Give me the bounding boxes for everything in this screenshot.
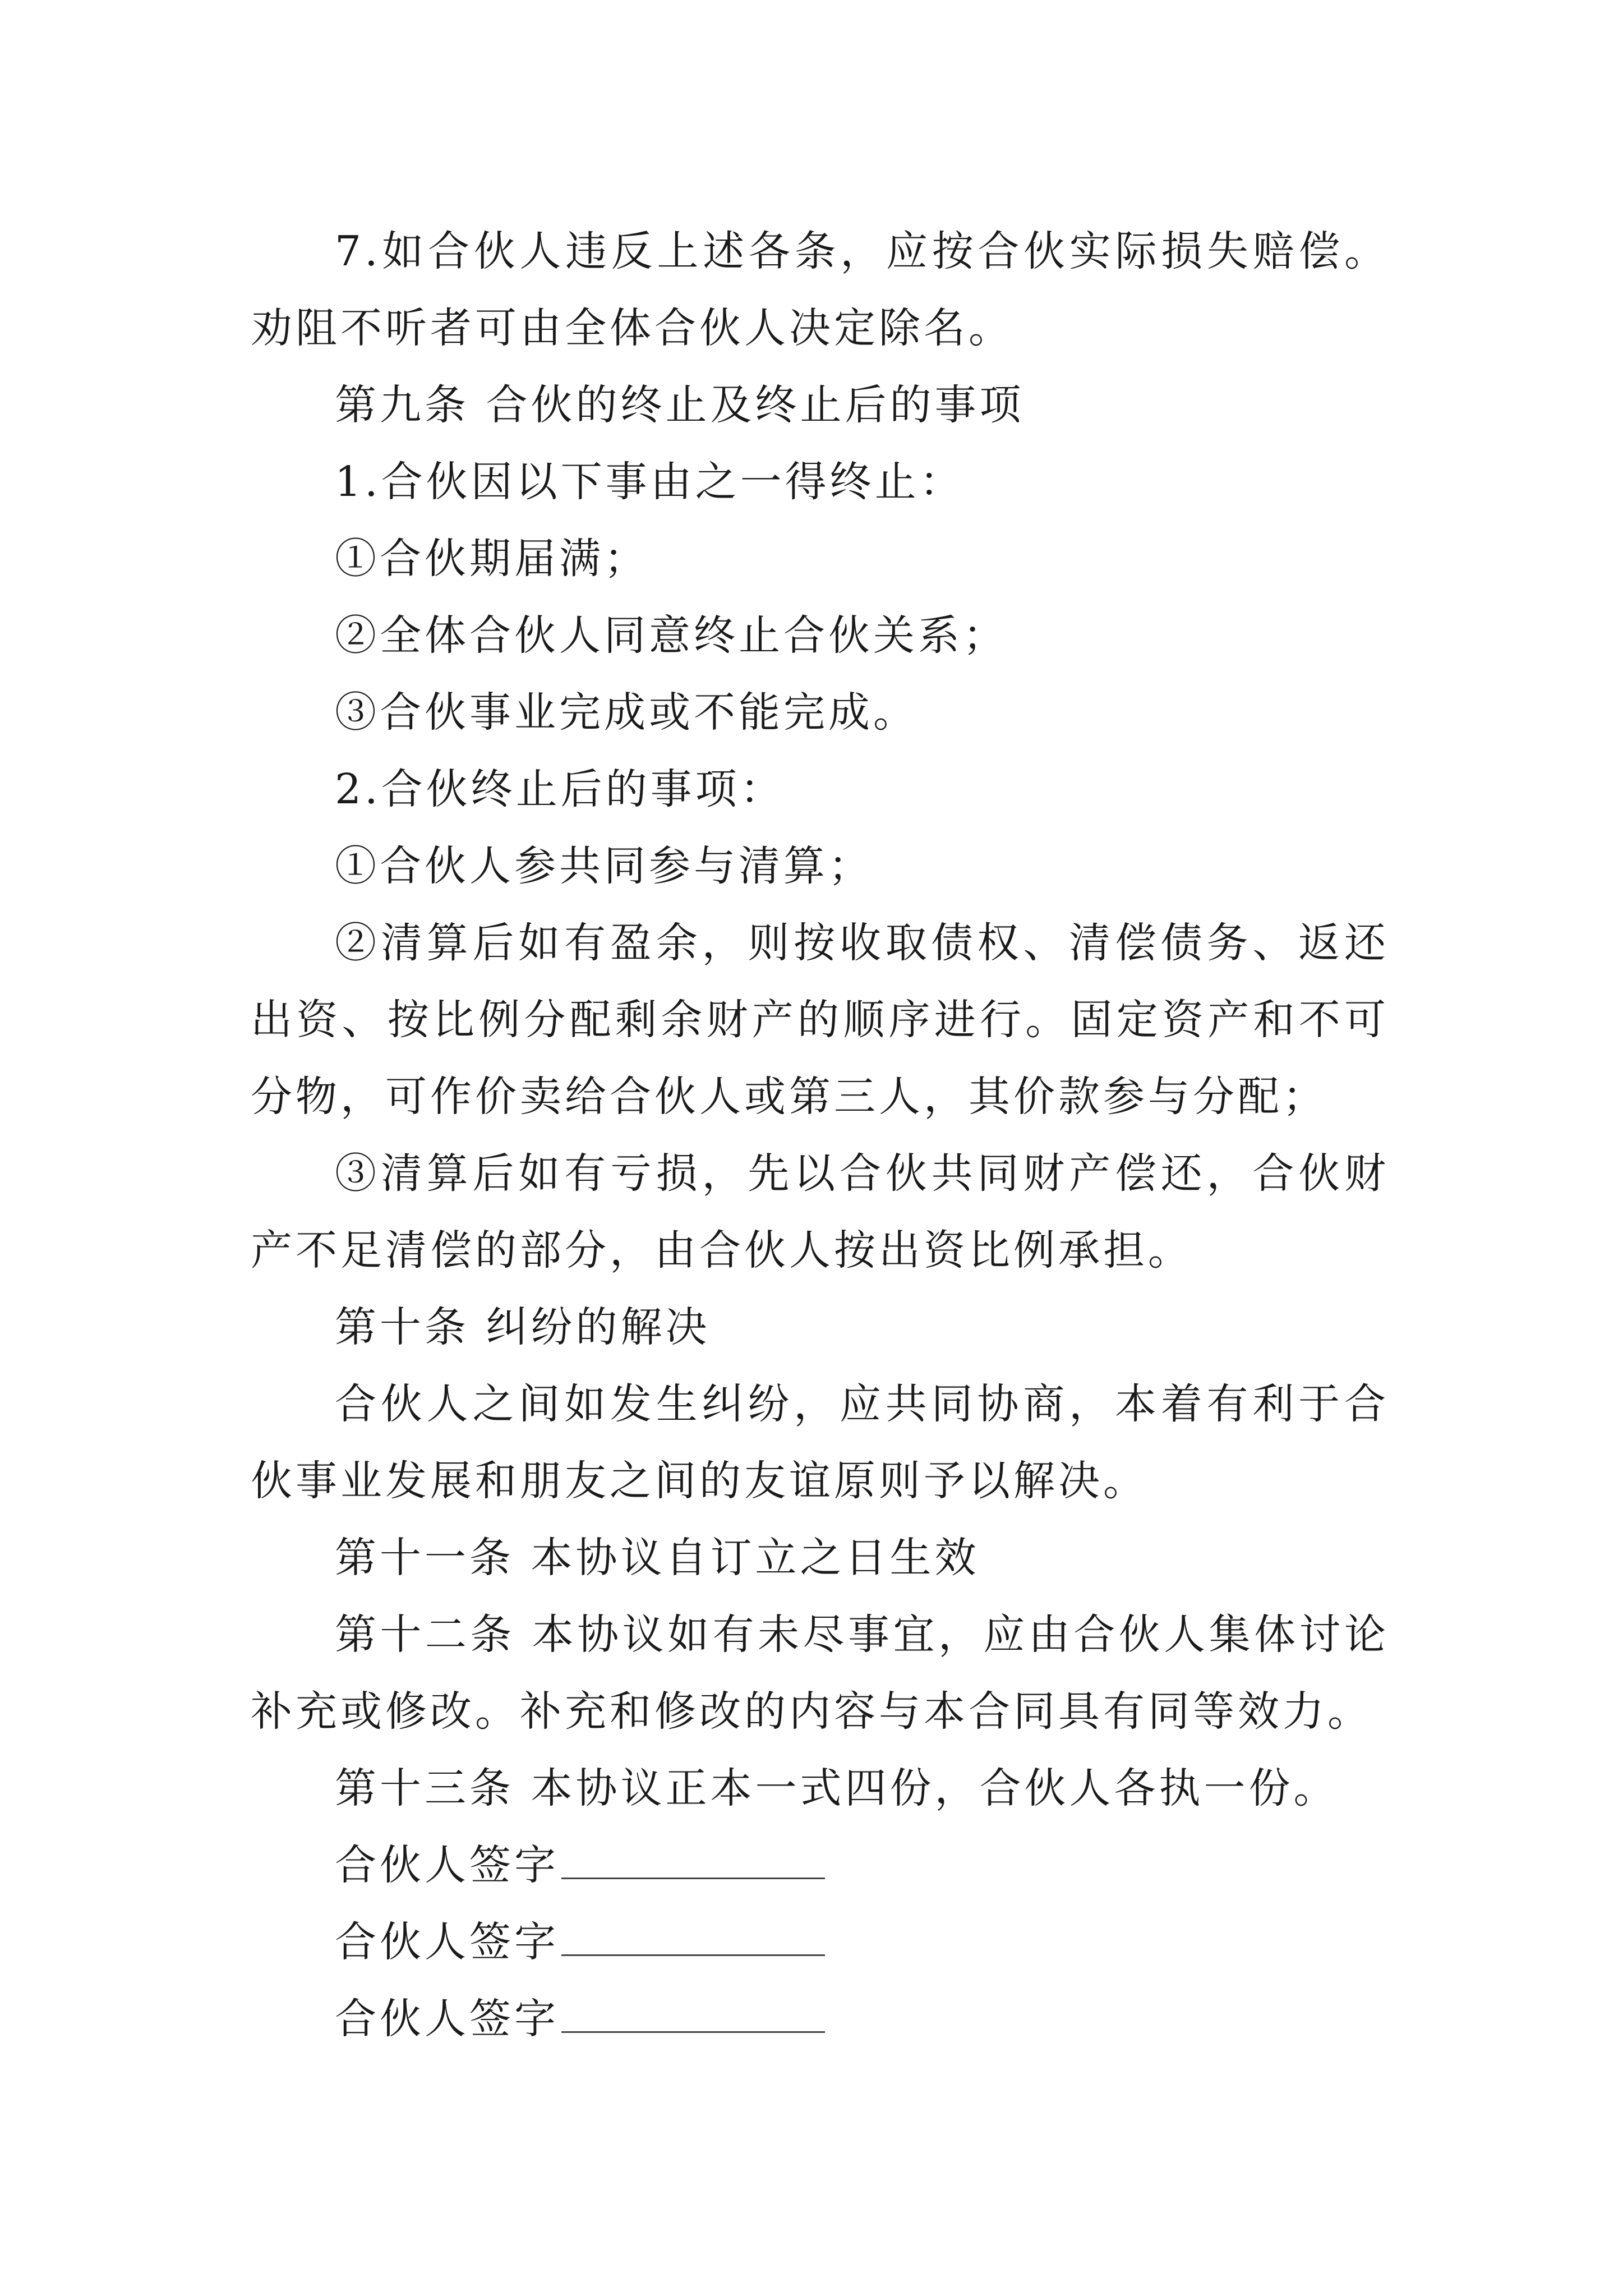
list-item-termination-1: ①合伙期届满； — [335, 535, 649, 583]
paragraph-dispute: 合伙人之间如发生纠纷，应共同协商，本着有利于合伙事业发展和朋友之间的友谊原则予以解决。 — [251, 1380, 1389, 1505]
signature-row — [251, 1981, 1389, 2058]
signature-blank-line[interactable] — [561, 1992, 825, 2033]
signature-blank-line[interactable] — [561, 1838, 825, 1879]
paragraph-termination-reasons: 1.合伙因以下事由之一得终止： — [335, 458, 965, 506]
signature-label: 合伙人签字 — [335, 1995, 559, 2043]
list-item-after-2: ②清算后如有盈余，则按收取债权、清偿债务、返还出资、按比例分配剩余财产的顺序进行。固定资产和不可分物，可作价卖给合伙人或第三人，其价款参与分配； — [251, 919, 1389, 1121]
document-body — [251, 213, 1389, 2058]
list-item-after-1: ①合伙人参共同参与清算； — [335, 842, 873, 890]
paragraph-after-termination: 2.合伙终止后的事项： — [335, 765, 785, 813]
heading-article-9: 第九条 合伙的终止及终止后的事项 — [335, 381, 1025, 429]
heading-article-10: 第十条 纠纷的解决 — [335, 1303, 711, 1351]
paragraph-article-13: 第十三条 本协议正本一式四份，合伙人各执一份。 — [335, 1764, 1339, 1812]
signature-blank-line[interactable] — [561, 1915, 825, 1956]
signature-row — [251, 1904, 1389, 1981]
paragraph-clause-7: 7.如合伙人违反上述各条，应按合伙实际损失赔偿。劝阻不听者可由全体合伙人决定除名。 — [251, 227, 1389, 352]
signature-label: 合伙人签字 — [335, 1841, 559, 1889]
list-item-after-3: ③清算后如有亏损，先以合伙共同财产偿还，合伙财产不足清偿的部分，由合伙人按出资比例承担。 — [251, 1149, 1389, 1274]
signature-label: 合伙人签字 — [335, 1918, 559, 1966]
paragraph-article-12: 第十二条 本协议如有未尽事宜，应由合伙人集体讨论补充或修改。补充和修改的内容与本合同具有同等效力。 — [251, 1611, 1389, 1736]
list-item-termination-2: ②全体合伙人同意终止合伙关系； — [335, 611, 1008, 660]
list-item-termination-3: ③合伙事业完成或不能完成。 — [335, 688, 918, 737]
heading-article-11: 第十一条 本协议自订立之日生效 — [335, 1534, 980, 1582]
signature-row — [251, 1827, 1389, 1904]
